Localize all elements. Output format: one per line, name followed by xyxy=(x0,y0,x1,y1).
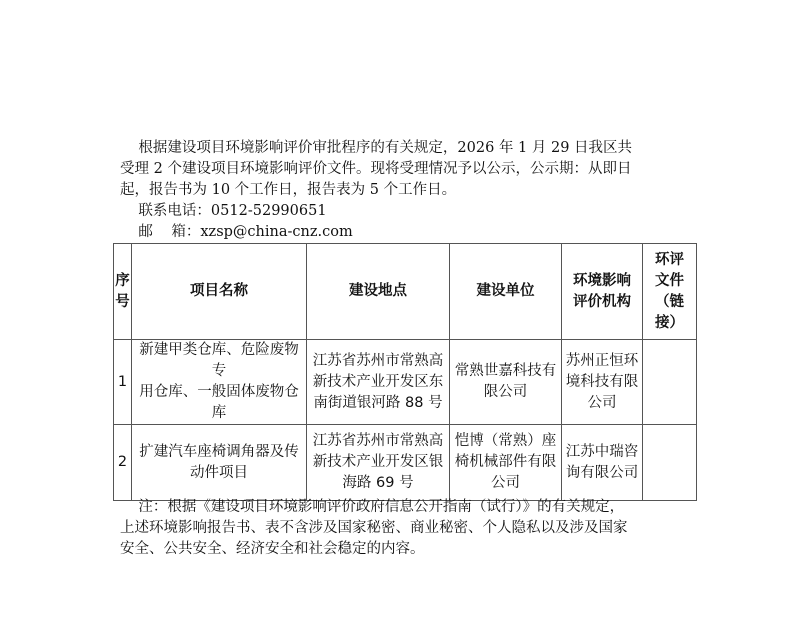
note-line: 安全、公共安全、经济安全和社会稳定的内容。 xyxy=(120,541,425,557)
cell-project-name: 扩建汽车座椅调角器及传 动件项目 xyxy=(132,425,307,501)
header-eia-file-link: 环评 文件 （链 接） xyxy=(643,244,697,340)
cell-project-name: 新建甲类仓库、危险废物专 用仓库、一般固体废物仓库 xyxy=(132,340,307,425)
header-project-name: 项目名称 xyxy=(132,244,307,340)
cell-location: 江苏省苏州市常熟高 新技术产业开发区银 海路 69 号 xyxy=(307,425,450,501)
table-row xyxy=(114,425,697,501)
cell-eia-file-link[interactable] xyxy=(643,340,697,425)
table-row xyxy=(114,340,697,425)
cell-index: 2 xyxy=(114,425,132,501)
intro-line: 根据建设项目环境影响评价审批程序的有关规定，2026 年 1 月 29 日我区共 xyxy=(120,140,633,156)
cell-index: 1 xyxy=(114,340,132,425)
projects-table xyxy=(113,243,697,501)
cell-eia-agency: 江苏中瑞咨 询有限公司 xyxy=(562,425,643,501)
contact-email: 邮 箱：xzsp@china-cnz.com xyxy=(120,224,353,240)
header-location: 建设地点 xyxy=(307,244,450,340)
header-builder: 建设单位 xyxy=(450,244,562,340)
table-header-row xyxy=(114,244,697,340)
header-index: 序 号 xyxy=(114,244,132,340)
cell-location: 江苏省苏州市常熟高 新技术产业开发区东 南街道银河路 88 号 xyxy=(307,340,450,425)
contact-phone: 联系电话：0512-52990651 xyxy=(120,203,327,219)
cell-eia-agency: 苏州正恒环 境科技有限 公司 xyxy=(562,340,643,425)
note-line: 上述环境影响报告书、表不含涉及国家秘密、商业秘密、个人隐私以及涉及国家 xyxy=(120,520,628,536)
cell-builder: 恺博（常熟）座 椅机械部件有限 公司 xyxy=(450,425,562,501)
intro-line: 起，报告书为 10 个工作日，报告表为 5 个工作日。 xyxy=(120,182,457,198)
cell-eia-file-link[interactable] xyxy=(643,425,697,501)
header-eia-agency: 环境影响 评价机构 xyxy=(562,244,643,340)
cell-builder: 常熟世嘉科技有 限公司 xyxy=(450,340,562,425)
intro-line: 受理 2 个建设项目环境影响评价文件。现将受理情况予以公示，公示期：从即日 xyxy=(120,161,632,177)
note-line: 注：根据《建设项目环境影响评价政府信息公开指南（试行）》的有关规定， xyxy=(120,499,625,515)
